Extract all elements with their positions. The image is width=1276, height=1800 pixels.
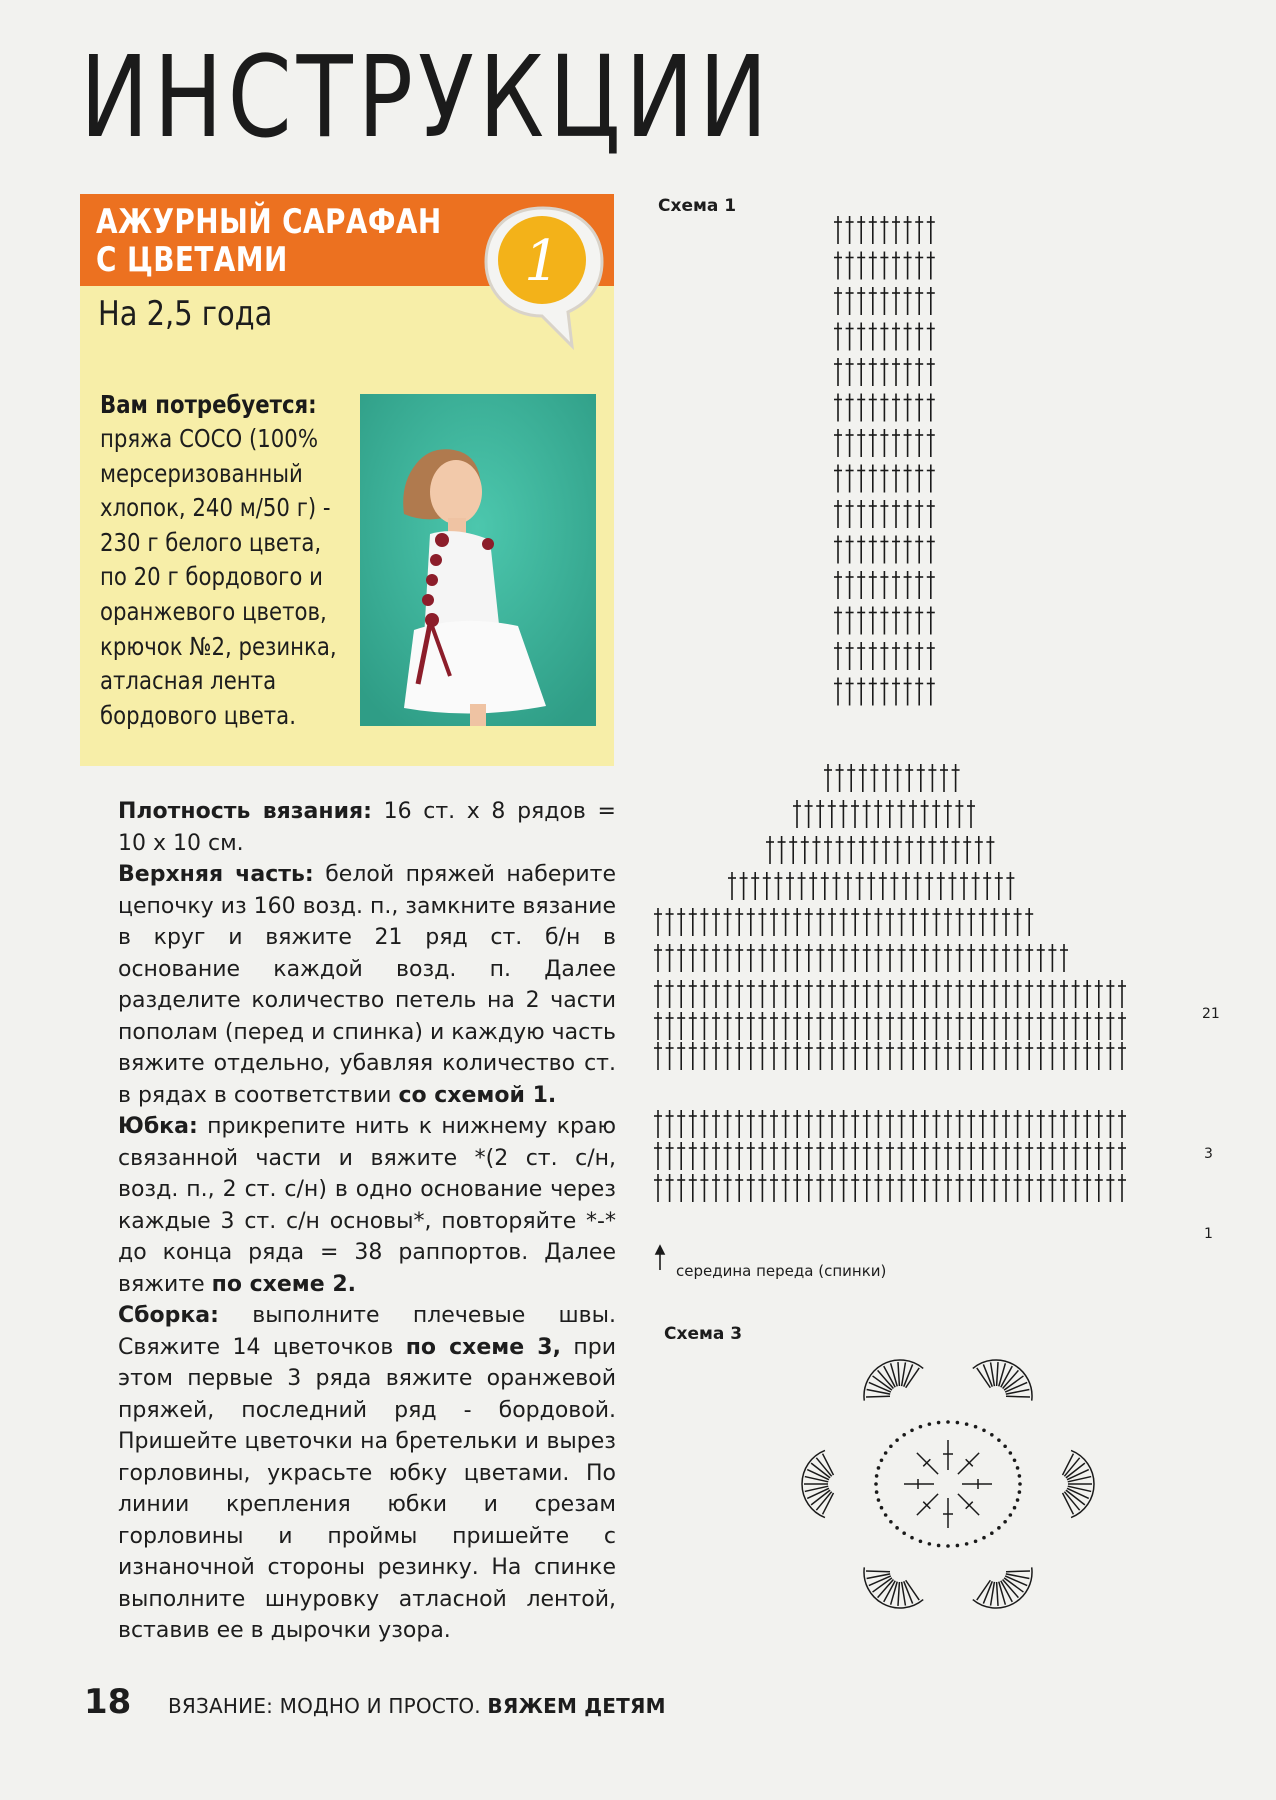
materials-list bbox=[100, 422, 338, 733]
project-info-box bbox=[80, 194, 614, 766]
materials-line: хлопок, 240 м/50 г) - bbox=[100, 493, 331, 523]
project-title-line-1: АЖУРНЫЙ САРАФАН bbox=[96, 202, 442, 242]
row-number-label: 3 bbox=[1204, 1146, 1213, 1162]
scheme-3-label: Схема 3 bbox=[664, 1324, 743, 1344]
age-label: На 2,5 года bbox=[98, 294, 273, 334]
materials-line: по 20 г бордового и bbox=[100, 562, 323, 592]
materials-line: крючок №2, резинка, bbox=[100, 631, 337, 661]
top-part-paragraph: Верхняя часть: белой пряжей наберите цепочку из 160 возд. п., замкните вязание в круг и вяжите 21 ряд ст. б/н в основание каждой возд. п. Далее разделите количество петель на 2 части пополам (перед и спинка) и каждую часть вяжите отдельно, убавляя количество ст. в рядах в соответствии со схемой 1. bbox=[118, 862, 616, 1108]
scheme-1-caption: середина переда (спинки) bbox=[676, 1262, 887, 1280]
density-label: Плотность вязания: bbox=[118, 799, 372, 824]
instructions-text bbox=[84, 796, 616, 1647]
row-number-label: 21 bbox=[1202, 1006, 1220, 1022]
skirt-paragraph: Юбка: прикрепите нить к нижнему краю связанной части и вяжите *(2 ст. с/н, возд. п., 2 ст. с/н) в одно основание через каждые 3 ст. с/н основы*, повторяйте *-* до конца ряда = 38 раппортов. Далее вяжите по схеме 2. bbox=[118, 1114, 616, 1297]
materials-line: бордового цвета. bbox=[100, 700, 296, 730]
density-paragraph: Плотность вязания: 16 ст. х 8 рядов = 10 х 10 см. bbox=[118, 799, 616, 856]
materials-line: 230 г белого цвета, bbox=[100, 527, 322, 557]
page-number: 18 bbox=[84, 1682, 132, 1722]
top-part-label: Верхняя часть: bbox=[118, 862, 314, 887]
scheme-3-flower-chart bbox=[768, 1324, 1128, 1644]
materials-line: мерсеризованный bbox=[100, 458, 303, 488]
page-title: ИНСТРУКЦИИ bbox=[80, 33, 773, 163]
badge-number: 1 bbox=[524, 229, 560, 294]
materials-line: атласная лента bbox=[100, 666, 277, 696]
materials-heading: Вам потребуется: bbox=[100, 390, 317, 419]
stitch-grid bbox=[654, 216, 1126, 1270]
footer-running-title: ВЯЗАНИЕ: МОДНО И ПРОСТО. ВЯЖЕМ ДЕТЯМ bbox=[168, 1694, 666, 1718]
child-dress-photo bbox=[360, 394, 596, 726]
assembly-paragraph: Сборка: выполните плечевые швы. Свяжите 14 цветочков по схеме 3, при этом первые 3 ряда вяжите оранжевой пряжей, последний ряд - бордовой. Пришейте цветочки на бретельки и вырез горловины, украсьте юбку цветами. По линии крепления юбки и срезам горловины и проймы пришейте с изнаночной стороны резинку. На спинке выполните шнуровку атласной лентой, вставив ее в дырочки узора. bbox=[118, 1303, 616, 1643]
speech-bubble-badge bbox=[468, 198, 618, 358]
row-number-label: 1 bbox=[1204, 1226, 1213, 1242]
flower-stitches bbox=[802, 1360, 1094, 1608]
project-title-line-2: С ЦВЕТАМИ bbox=[96, 240, 288, 280]
scheme-1-label: Схема 1 bbox=[658, 196, 737, 216]
materials-line: пряжа COCO (100% bbox=[100, 424, 319, 453]
scheme-1-chart bbox=[650, 210, 1240, 1280]
assembly-label: Сборка: bbox=[118, 1303, 219, 1328]
materials-line: оранжевого цветов, bbox=[100, 596, 327, 626]
skirt-label: Юбка: bbox=[118, 1114, 198, 1139]
